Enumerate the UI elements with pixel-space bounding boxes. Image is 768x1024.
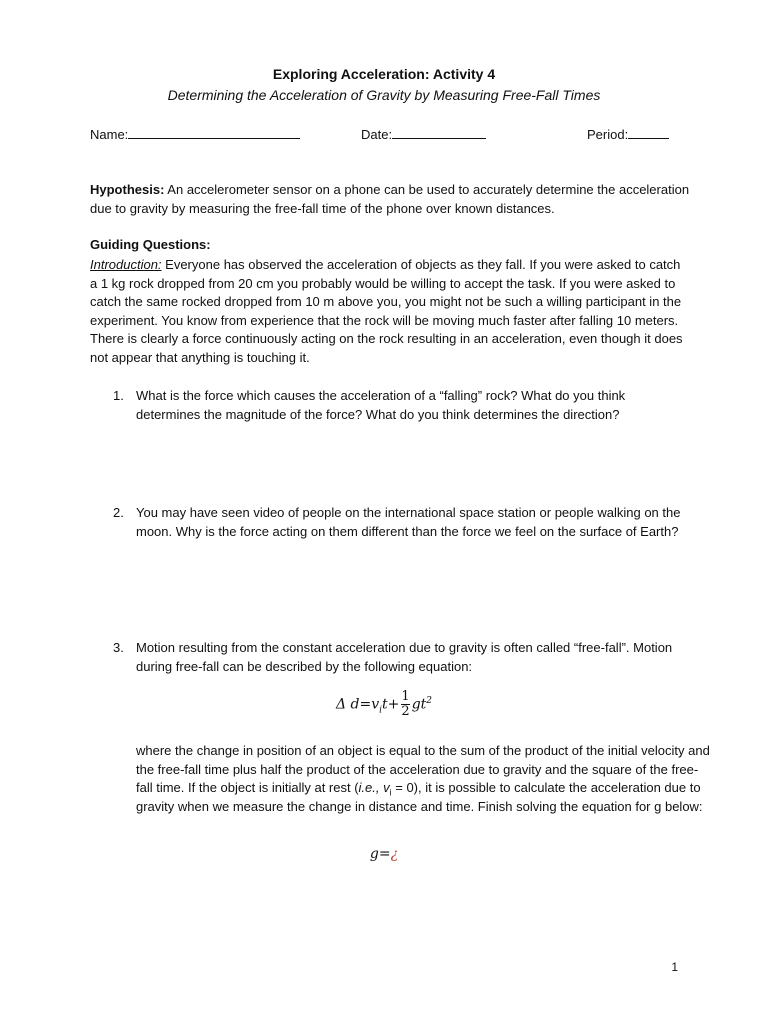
question-text: You may have seen video of people on the international space station or people walking on the moon. Why is the force acting on them different than the force we feel on the surface of Earth?	[136, 505, 681, 539]
ie-abbrev: i.e.,	[358, 780, 380, 795]
equation-placeholder-glyph[interactable]: ¿	[390, 846, 399, 862]
explanation-v-subscript: i	[389, 787, 392, 798]
question-1	[113, 387, 683, 424]
equation-lhs: Δ d=	[335, 696, 372, 713]
question-2	[113, 504, 683, 541]
introduction-paragraph	[90, 256, 690, 367]
hypothesis-label: Hypothesis:	[90, 182, 165, 197]
date-label: Date:	[361, 127, 393, 142]
name-label: Name:	[90, 127, 129, 142]
equation-t: t+	[382, 696, 400, 713]
guiding-questions-heading: Guiding Questions:	[90, 237, 211, 252]
name-blank[interactable]	[128, 126, 300, 139]
hypothesis-text: An accelerometer sensor on a phone can be used to accurately determine the acceleration due to gravity by measuring the free-fall time of the phone over known distances.	[90, 182, 690, 216]
fraction-denominator: 2	[401, 704, 410, 719]
solve-for-g-equation	[0, 846, 768, 862]
hypothesis-paragraph	[90, 181, 690, 218]
period-field[interactable]	[587, 126, 669, 142]
student-info-fields	[90, 126, 680, 146]
explanation-text-1: where the change in position of an object is equal to the sum of the product of the initial velocity and the free-fall time plus half the product of the acceleration due to gravity and the square of the free-fall time. If the object is initially at rest (	[136, 743, 710, 795]
date-field[interactable]	[361, 126, 486, 142]
explanation-text-2: = 0), it is possible to calculate the acceleration due to gravity when we measure the change in distance and time. Finish solving the equation for g below:	[136, 780, 703, 814]
question-number: 2.	[113, 505, 124, 520]
equation-v: v	[371, 696, 380, 713]
equation-v-subscript: i	[379, 705, 383, 716]
date-blank[interactable]	[392, 126, 486, 139]
question-number: 3.	[113, 640, 124, 655]
introduction-text: Everyone has observed the acceleration of objects as they fall. If you were asked to catch a 1 kg rock dropped from 20 cm you probably would be willing to accept the task. If you were asked to catch the same rocked dropped from 10 m above you, you might not be such a willing participant in the experiment. You know from experience that the rock will be moving much faster after falling 10 meters. There is clearly a force continuously acting on the rock resulting in an acceleration, even though it does not appear that anything is touching it.	[90, 257, 683, 365]
question-number: 1.	[113, 388, 124, 403]
equation-gt: gt	[411, 696, 427, 713]
equation-fraction	[401, 690, 409, 719]
equation-explanation	[136, 742, 711, 816]
free-fall-equation	[0, 690, 768, 719]
equation-exponent: 2	[426, 695, 433, 706]
question-text: Motion resulting from the constant acceleration due to gravity is often called “free-fall”. Motion during free-fall can be described by the following equation:	[136, 640, 673, 674]
page-number: 1	[671, 960, 678, 974]
explanation-v: v	[379, 780, 390, 795]
question-3	[113, 639, 683, 676]
question-text: What is the force which causes the acceleration of a “falling” rock? What do you think determines the magnitude of the force? What do you think determines the direction?	[136, 388, 626, 422]
period-label: Period:	[587, 127, 629, 142]
name-field[interactable]	[90, 126, 300, 142]
period-blank[interactable]	[628, 126, 669, 139]
introduction-label: Introduction:	[90, 257, 162, 272]
g-equation-lhs: g=	[369, 846, 391, 862]
fraction-numerator: 1	[401, 689, 410, 704]
page-subtitle: Determining the Acceleration of Gravity by Measuring Free-Fall Times	[167, 87, 601, 103]
page-title: Exploring Acceleration: Activity 4	[272, 66, 496, 82]
